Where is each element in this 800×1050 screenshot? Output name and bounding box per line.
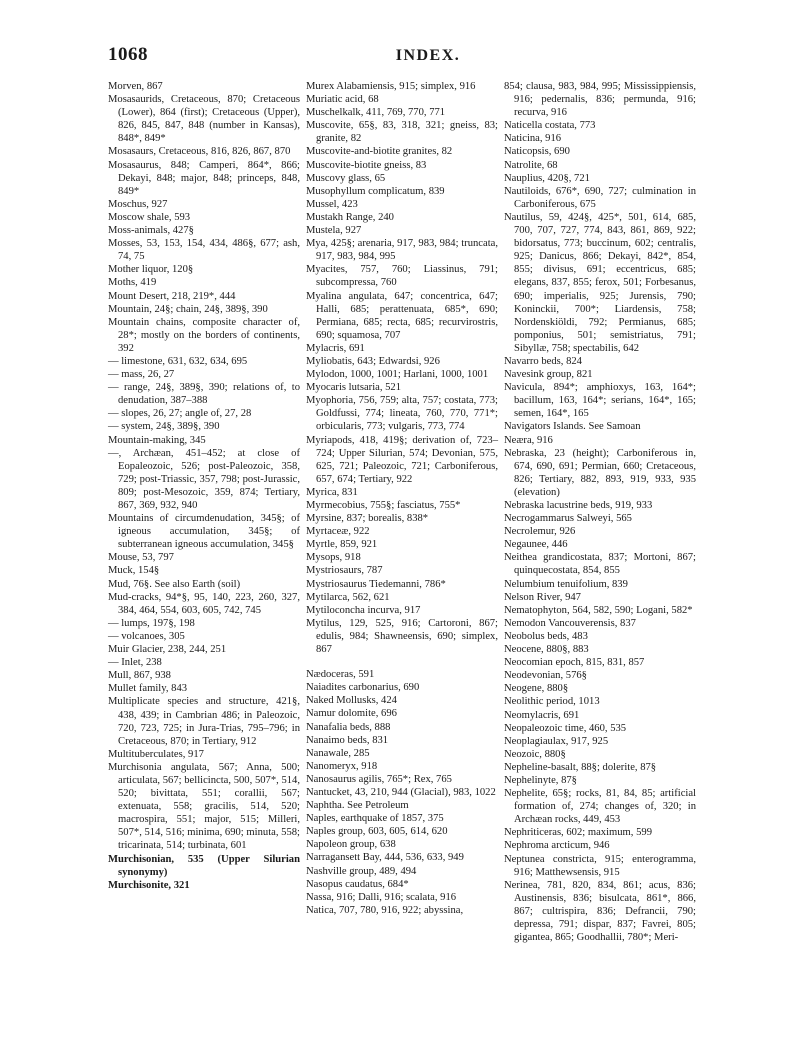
index-entry: Mountain, 24§; chain, 24§, 389§, 390 [108,303,268,315]
index-columns [108,80,748,1030]
index-entry: Naiadites carbonarius, 690 [306,682,420,694]
index-entry: Nerinea, 781, 820, 834, 861; acus, 836; Austinensis, 836; bisulcata, 861*, 866, 867; cultrispira, 836; Defrancii, 790; depressa, 791; dispar, 837; Favrei, 805; gigantea, 865; Goodhallii, 780*; Meri- [504,879,696,944]
index-entry: Naples group, 603, 605, 614, 620 [306,826,448,838]
index-entry: Nauplius, 420§, 721 [504,172,590,184]
index-entry: Mytilarca, 562, 621 [306,591,390,603]
index-entry: Muscovite-and-biotite granites, 82 [306,146,453,158]
index-entry: Mystriosaurs, 787 [306,565,383,577]
index-entry: Musophyllum complicatum, 839 [306,185,445,197]
index-entry: Naticella costata, 773 [504,120,596,132]
index-entry: Multiplicate species and structure, 421§, 438, 439; in Cambrian 486; in Paleozoic, 720, 723, 725; in Jura-Trias, 795–796; in Cretaceous, 870; in Tertiary, 912 [108,696,300,747]
index-entry: Necrolemur, 926 [504,526,576,538]
index-entry: Mosses, 53, 153, 154, 434, 486§, 677; ash, 74, 75 [108,238,300,263]
index-entry: Nantucket, 43, 210, 944 (Glacial), 983, 1022 [306,786,496,798]
index-entry: Morven, 867 [108,81,163,92]
index-entry: Naples, earthquake of 1857, 375 [306,813,444,825]
index-entry: Navigators Islands. See Samoan [504,421,641,433]
index-entry: Mytilus, 129, 525, 916; Cartoroni, 867; edulis, 984; Shawneensis, 690; simplex, 867 [306,617,498,656]
index-entry: Nautilus, 59, 424§, 425*, 501, 614, 685, 700, 707, 727, 774, 843, 861, 869, 922; bidorsatus, 773; buccinum, 602; centralis, 925; Danicus, 866; Dekayi, 842*, 854, 855; divisus, 691; eccentricus, 685; elegans, 837, 855; ferox, 501; Forbesanus, 690; imperialis, 925; Jurensis, 790; Koninckii, 700*; Liardensis, 758; Nordenskiöldi, 792; Permianus, 685; pomponius, 501; semistriatus, 791; Sibyllæ, 758; spectabilis, 642 [504,211,696,354]
index-entry: Nanomeryx, 918 [306,760,378,772]
index-entry: Mountain-making, 345 [108,434,206,446]
index-entry: Mosasaurids, Cretaceous, 870; Cretaceous (Lower), 864 (first); Cretaceous (Upper), 826, 845, 847, 848 (number in Kansas), 848*, 849* [108,94,300,145]
index-entry: — Inlet, 238 [108,657,162,669]
index-entry: Neopaleozoic time, 460, 535 [504,722,627,734]
index-entry: — mass, 26, 27 [108,369,175,381]
index-entry: Neocene, 880§, 883 [504,644,589,656]
index-entry: Mud-cracks, 94*§, 95, 140, 223, 260, 327, 384, 464, 554, 603, 605, 742, 745 [108,591,300,616]
index-entry: Neogene, 880§ [504,683,569,695]
index-entry: Mytiloconcha incurva, 917 [306,604,421,616]
index-entry: Nephelinyte, 87§ [504,774,577,786]
index-entry: Naked Mollusks, 424 [306,695,397,707]
index-entry: Nelson River, 947 [504,591,581,603]
index-entry: Moths, 419 [108,277,157,289]
index-entry: Nanafalia beds, 888 [306,721,391,733]
index-entry: Necrogammarus Salweyi, 565 [504,513,632,525]
index-column-3 [504,80,696,944]
index-entry: Mountains of circumdenudation, 345§; of igneous accumulation, 345§; of subterranean igneous accumulation, 345§ [108,513,300,551]
index-entry: Mystriosaurus Tiedemanni, 786* [306,578,446,590]
index-entry: Myriapods, 418, 419§; derivation of, 723–724; Upper Silurian, 574; Devonian, 575, 625, 721; Paleozoic, 721; Carboniferous, 657, 674; Tertiary, 922 [306,434,498,485]
index-entry: Moschus, 927 [108,198,168,210]
index-entry: 854; clausa, 983, 984, 995; Mississippiensis, 916; pedernalis, 836; permunda, 916; recurva, 916 [504,81,696,119]
index-entry: Nasopus caudatus, 684* [306,878,409,890]
index-entry: Mosasaurus, 848; Camperi, 864*, 866; Dekayi, 848; major, 848; princeps, 848, 849* [108,159,300,197]
index-entry: Muck, 154§ [108,565,160,577]
index-entry: — range, 24§, 389§, 390; relations of, to denudation, 387–388 [108,382,300,407]
index-entry: Mount Desert, 218, 219*, 444 [108,290,236,302]
index-entry: Nautiloids, 676*, 690, 727; culmination in Carboniferous, 675 [504,185,696,210]
index-entry: Muscovy glass, 65 [306,172,386,184]
index-entry: Neodevonian, 576§ [504,670,587,682]
index-entry: Nephelite, 65§; rocks, 81, 84, 85; artificial formation of, 274; changes of, 320; in Archæan rocks, 449, 453 [504,788,696,826]
index-entry: Myophoria, 756, 759; alta, 757; costata, 773; Goldfussi, 774; lineata, 760, 770, 771*; orbicularis, 773; vulgaris, 773, 774 [306,395,498,433]
index-entry: Mud, 76§. See also Earth (soil) [108,578,241,590]
index-entry: Navesink group, 821 [504,369,593,381]
index-entry: Navarro beds, 824 [504,355,582,367]
index-entry: Nephroma arcticum, 946 [504,840,610,852]
index-entry: Muir Glacier, 238, 244, 251 [108,644,227,656]
index-entry: Myacites, 757, 760; Liassinus, 791; subcompressa, 760 [306,264,498,289]
index-entry: Muscovite, 65§, 83, 318, 321; gneiss, 83; granite, 82 [306,120,498,145]
index-entry: Neozoic, 880§ [504,748,566,760]
index-entry: Mylodon, 1000, 1001; Harlani, 1000, 1001 [306,369,489,381]
index-entry: Nepheline-basalt, 88§; dolerite, 87§ [504,761,657,773]
index-entry: Muscovite-biotite gneiss, 83 [306,159,427,171]
index-entry: Mustela, 927 [306,225,362,237]
index-entry: Mustakh Range, 240 [306,211,394,223]
index-entry: Neocomian epoch, 815, 831, 857 [504,657,645,669]
index-entry: Neolithic period, 1013 [504,696,600,708]
index-entry: Napoleon group, 638 [306,839,396,851]
index-entry: Murchisonian, 535 (Upper Silurian synonymy) [108,853,300,878]
index-entry: Negaunee, 446 [504,539,568,551]
index-entry: Navicula, 894*; amphioxys, 163, 164*; bacillum, 163, 164*; serians, 164*, 165; semen, 164*, 165 [504,382,696,420]
index-entry: Nashville group, 489, 494 [306,865,417,877]
index-entry: Natrolite, 68 [504,159,558,171]
index-entry: Nelumbium tenuifolium, 839 [504,578,628,590]
index-entry: Myrtaceæ, 922 [306,526,370,538]
index-entry: Myrmecobius, 755§; fasciatus, 755* [306,500,461,511]
index-entry: Mylacris, 691 [306,342,365,354]
index-entry: Neithea grandicostata, 837; Mortoni, 867; quinquecostata, 854, 855 [504,552,696,577]
index-entry: — volcanoes, 305 [108,630,185,642]
index-entry: Muschelkalk, 411, 769, 770, 771 [306,107,446,119]
index-entry: Mya, 425§; arenaria, 917, 983, 984; truncata, 917, 983, 984, 995 [306,238,498,263]
index-entry: — lumps, 197§, 198 [108,617,195,629]
index-entry: Natica, 707, 780, 916, 922; abyssina, [306,904,464,916]
index-entry: — slopes, 26, 27; angle of, 27, 28 [108,408,252,420]
index-entry: Narragansett Bay, 444, 536, 633, 949 [306,852,464,864]
index-entry: Nædoceras, 591 [306,669,375,681]
index-entry: Naphtha. See Petroleum [306,800,409,812]
index-entry: Mouse, 53, 797 [108,552,174,564]
index-entry: Nanawale, 285 [306,747,370,759]
index-entry: Nephriticeras, 602; maximum, 599 [504,827,652,839]
index-entry: Myliobatis, 643; Edwardsi, 926 [306,355,440,367]
index-entry: Neptunea constricta, 915; enterogramma, 916; Matthewsensis, 915 [504,853,696,878]
index-entry: Moss-animals, 427§ [108,225,194,237]
index-entry: Mountain chains, composite character of, 28*; mostly on the borders of continents, 392 [108,316,300,354]
page-header [108,44,748,74]
index-entry: Mother liquor, 120§ [108,264,194,276]
index-entry: Murchisonia angulata, 567; Anna, 500; articulata, 567; bellicincta, 500, 507*, 514, 520; bivittata, 551; corallii, 567; extenuata, 558; gracilis, 514, 520; macrospira, 551; major, 515; Milleri, 507*, 514, 516; minima, 690; minuta, 558; tricarinata, 514; turbinata, 601 [108,761,300,852]
index-entry: —, Archæan, 451–452; at close of Eopaleozoic, 526; post-Paleozoic, 358, 729; post-Triassic, 357, 798; post-Jurassic, 809; post-Mesozoic, 359, 874; Tertiary, 867, 369, 932, 940 [108,447,300,511]
index-entry: — limestone, 631, 632, 634, 695 [108,355,248,367]
index-column-2 [306,80,498,917]
index-entry: Naticina, 916 [504,133,562,145]
index-entry: Mull, 867, 938 [108,670,171,682]
index-entry: Myocaris lutsaria, 521 [306,382,402,394]
index-entry: Namur dolomite, 696 [306,708,397,720]
index-entry: Mussel, 423 [306,198,358,210]
index-entry: Myrtle, 859, 921 [306,539,378,551]
index-entry: Nanaimo beds, 831 [306,734,389,746]
index-entry: Neobolus beds, 483 [504,630,588,642]
page-number: 1068 [108,44,148,65]
index-entry: Myrsine, 837; borealis, 838* [306,513,429,525]
index-entry: Myrica, 831 [306,486,358,498]
section-gap [306,656,498,668]
index-entry: Nematophyton, 564, 582, 590; Logani, 582* [504,604,693,616]
index-entry: Neomylacris, 691 [504,709,580,721]
index-entry: Neæra, 916 [504,434,553,446]
index-entry: Neoplagiaulax, 917, 925 [504,735,609,747]
index-entry: Myalina angulata, 647; concentrica, 647; Halli, 685; perattenuata, 685*, 690; Permiana, 685; recta, 685; recurvirostris, 690; squamosa, 707 [306,290,498,341]
index-entry: Nemodon Vancouverensis, 837 [504,617,636,629]
index-entry: Nanosaurus agilis, 765*; Rex, 765 [306,773,452,785]
index-entry: Naticopsis, 690 [504,146,570,158]
index-entry: — system, 24§, 389§, 390 [108,421,220,433]
index-entry: Murchisonite, 321 [108,879,190,891]
index-entry: Mysops, 918 [306,552,361,564]
index-entry: Multituberculates, 917 [108,748,204,760]
index-entry: Nebraska lacustrine beds, 919, 933 [504,500,653,511]
index-entry: Nassa, 916; Dalli, 916; scalata, 916 [306,891,457,903]
index-entry: Moscow shale, 593 [108,211,191,223]
page-title: INDEX. [395,47,461,64]
index-entry: Nebraska, 23 (height); Carboniferous in, 674, 690, 691; Permian, 660; Cretaceous, 826; Tertiary, 882, 893, 919, 933, 935 (elevation) [504,447,696,498]
index-column-1 [108,80,300,892]
index-entry: Murex Alabamiensis, 915; simplex, 916 [306,81,476,92]
index-entry: Mullet family, 843 [108,683,188,695]
index-entry: Mosasaurs, Cretaceous, 816, 826, 867, 870 [108,146,291,158]
index-entry: Muriatic acid, 68 [306,94,379,106]
